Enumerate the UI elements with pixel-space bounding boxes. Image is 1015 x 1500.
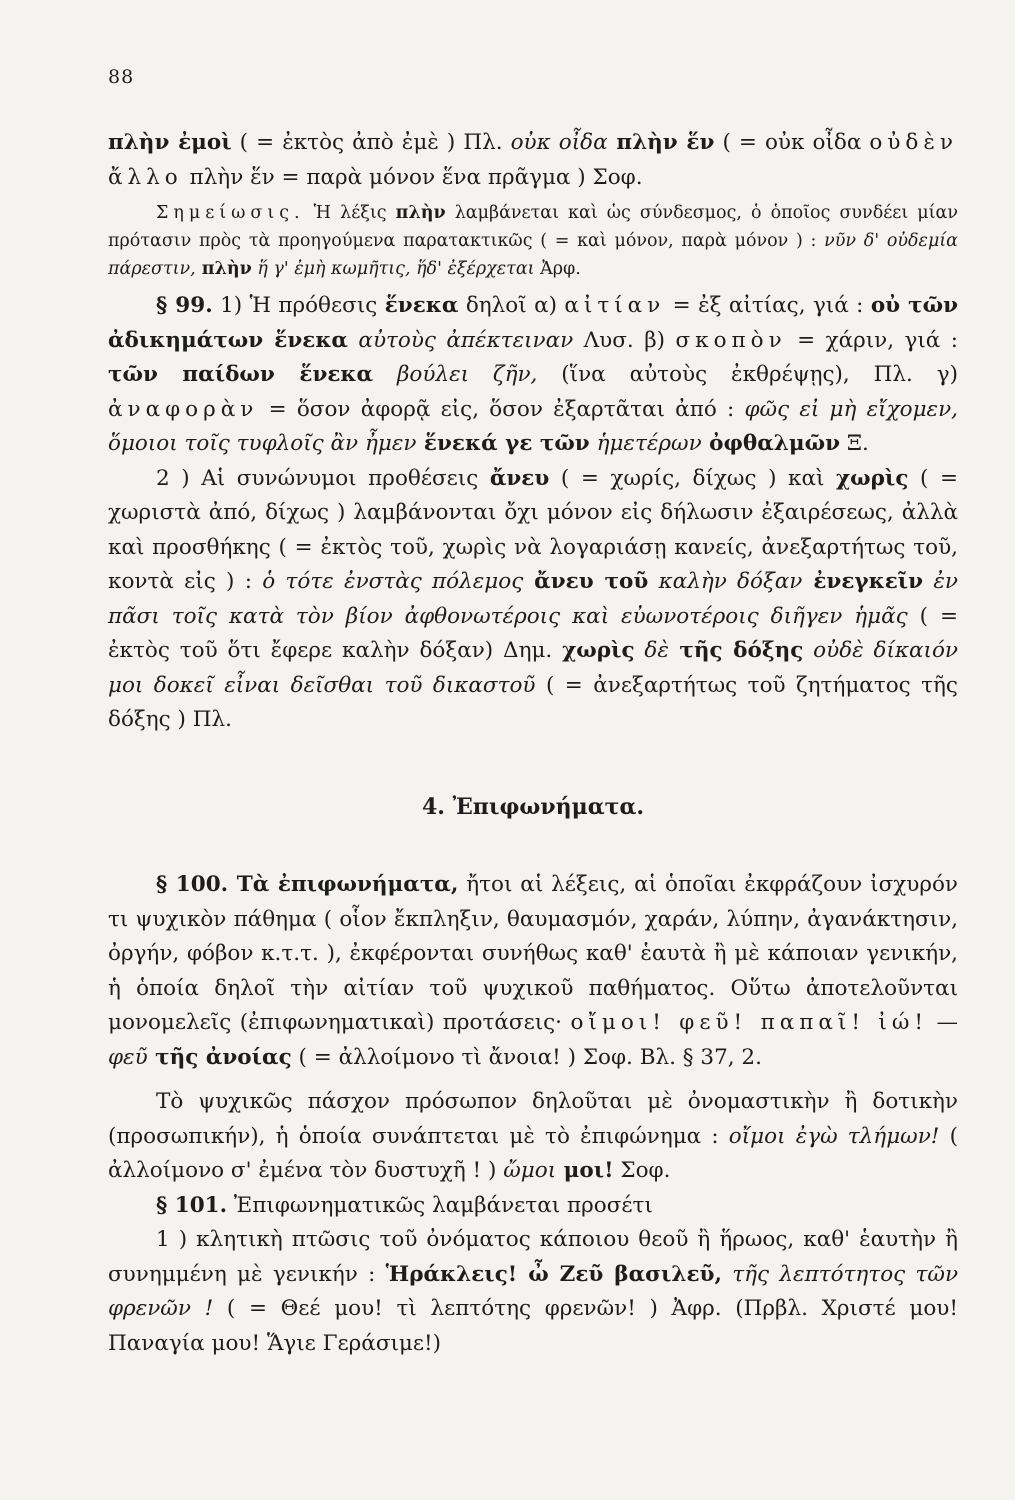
quote: οἴμοι ἐγὼ τλήμων! xyxy=(728,1123,940,1149)
paragraph-plen xyxy=(108,126,958,195)
paragraph-aneu xyxy=(108,462,958,738)
keyword: ὀφθαλμῶν xyxy=(701,431,841,456)
quote: νῦν δ' οὐδεμία πάρεστιν, xyxy=(108,231,958,279)
quote: οὐδὲ δίκαιόν μοι δοκεῖ εἶναι δεῖσθαι τοῦ δικαστοῦ xyxy=(108,638,958,698)
note-paragraph xyxy=(108,199,958,283)
text-run: ( = χωρίς, δίχως ) καὶ xyxy=(549,465,837,491)
keyword: τῆς δόξης xyxy=(668,638,804,663)
section-number: § 99. xyxy=(156,293,213,318)
spaced-text: οὐδὲν ἄλλο xyxy=(108,130,958,190)
text-run: = ὅσον ἀφορᾷ εἰς, ὅσον ἐξαρτᾶται ἀπό : xyxy=(258,396,745,422)
quote: ὤμοι xyxy=(503,1158,557,1183)
text-run: Ἀρφ. xyxy=(534,259,581,279)
paragraph-person xyxy=(108,1085,958,1189)
text-run: δηλοῖ α) xyxy=(458,293,565,318)
spaced-text: ἀναφορὰν xyxy=(108,396,259,422)
quote: ὁ τότε ἐνστὰς πόλεμος xyxy=(262,569,524,594)
page-number: 88 xyxy=(108,66,135,88)
text-run: ( = ἀλλοίμονο τὶ ἄνοια! ) Σοφ. Βλ. § 37, 2. xyxy=(291,1044,762,1070)
keyword: Τὰ ἐπιφωνήματα, xyxy=(228,872,459,897)
keyword: χωρὶς xyxy=(836,465,909,491)
text-run: Ἐπιφωνηματικῶς λαμβάνεται προσέτι xyxy=(227,1192,653,1218)
text-run: Λυσ. β) xyxy=(573,327,676,353)
keyword: πλὴν ἐμοὶ xyxy=(108,130,232,155)
section-101 xyxy=(108,1189,958,1224)
text-run: Σοφ. xyxy=(613,1158,671,1183)
text-run: ( = Θεέ μου! τὶ λεπτότης φρενῶν! ) Ἀφρ. (Πρβλ. Χριστέ μου! Παναγία μου! Ἅγιε Γεράσιμε!) xyxy=(108,1296,958,1356)
quote: φεῦ xyxy=(108,1044,148,1070)
paragraph-vocative xyxy=(108,1223,958,1361)
quote: βούλει ζῆν, xyxy=(373,362,538,387)
quote: τῆς λεπτότητος τῶν φρενῶν ! xyxy=(108,1261,959,1321)
text-run: ( = οὐκ οἶδα xyxy=(714,130,870,155)
quote: δὲ xyxy=(634,638,669,663)
text-run: πλὴν ἕν = παρὰ μόνον ἕνα πρᾶγμα ) Σοφ. xyxy=(182,164,643,190)
keyword: πλὴν ἕν xyxy=(607,130,715,155)
note-label: Σημείωσις. xyxy=(156,203,305,223)
text-run: ( = ἐκτὸς ἀπὸ ἐμὲ ) Πλ. xyxy=(231,130,511,155)
spaced-text: οἴμοι! φεῦ! παπαῖ! ἰώ! xyxy=(570,1010,929,1035)
keyword: ἄνευ τοῦ xyxy=(523,569,649,594)
keyword: πλὴν xyxy=(195,259,252,279)
keyword: τῶν παίδων ἕνεκα xyxy=(108,362,374,387)
keyword: τῆς ἀνοίας xyxy=(147,1044,292,1070)
section-heading: 4. Ἐπιφωνήματα. xyxy=(421,793,645,820)
text-run: 2 ) Αἱ συνώνυμοι προθέσεις xyxy=(156,465,490,491)
quote: αὐτοὺς ἀπέκτειναν xyxy=(347,327,574,353)
text-run: ( = ἐκτὸς τοῦ ὅτι ἔφερε καλὴν δόξαν) Δημ. xyxy=(108,603,959,663)
section-number: § 101. xyxy=(156,1192,228,1218)
text-run: ( = ἀνεξαρτήτως τοῦ ζητήματος τῆς δόξης ) Πλ. xyxy=(108,672,958,732)
text-run: = χάριν, γιά : xyxy=(786,327,959,353)
section-number: § 100. xyxy=(156,872,229,897)
quote: οὐκ οἶδα xyxy=(510,130,608,155)
quote: ἥ γ' ἐμὴ κωμῆτις, ἥδ' ἐξέρχεται xyxy=(251,259,535,279)
section-100 xyxy=(108,868,958,1075)
keyword: ἐνεγκεῖν xyxy=(802,569,924,594)
keyword: ἕνεκα xyxy=(384,293,459,318)
keyword: Ἡράκλεις! ὦ Ζεῦ βασιλεῦ, xyxy=(385,1261,722,1287)
text-run: 1) Ἡ πρόθεσις xyxy=(212,293,385,318)
quote: ἡμετέρων xyxy=(589,431,702,456)
text-run: ( ἀλλοίμονο σ' ἐμένα τὸν δυστυχῆ ! ) xyxy=(108,1123,958,1183)
text-run: Ξ. xyxy=(840,431,869,456)
text-run: (ἵνα αὐτοὺς ἐκθρέψῃς), Πλ. γ) xyxy=(537,362,958,387)
quote: φῶς εἰ μὴ εἴχομεν, ὅμοιοι τοῖς τυφλοῖς ἂν ἦμεν xyxy=(108,396,958,456)
quote: καλὴν δόξαν xyxy=(648,569,803,594)
keyword: οὐ τῶν ἀδικημάτων ἕνεκα xyxy=(108,293,959,353)
text-run: Τὸ ψυχικῶς πάσχον πρόσωπον δηλοῦται μὲ ὀνομαστικὴν ἢ δοτικὴν (προσωπικήν), ἡ ὁποία συνάπτεται μὲ τὸ ἐπιφώνημα : xyxy=(108,1089,958,1149)
section-99 xyxy=(108,289,958,462)
keyword: πλὴν xyxy=(395,203,446,223)
keyword: μοι! xyxy=(556,1158,614,1183)
text-run: ( = χωριστὰ ἀπό, δίχως ) λαμβάνονται ὄχι μόνον εἰς δήλωσιν ἐξαιρέσεως, ἀλλὰ καὶ προσθήκης ( = ἐκτὸς τοῦ, χωρὶς νὰ λογαριάσῃ κανείς, ἀνεξαρτήτως τοῦ, κοντὰ εἰς ) : xyxy=(108,465,958,594)
text-run: Ἡ λέξις xyxy=(304,203,396,223)
text-run: = ἐξ αἰτίας, γιά : xyxy=(665,293,871,318)
spaced-text: σκοπὸν xyxy=(675,327,787,353)
text-run: ἤτοι αἱ λέξεις, αἱ ὁποῖαι ἐκφράζουν ἰσχυρόν τι ψυχικὸν πάθημα ( οἷον ἔκπληξιν, θαυμασμόν, χαράν, λύπην, ἀγανάκτησιν, ὀργήν, φόβον κ.τ.τ. ), ἐκφέρονται συνήθως καθ' ἑαυτὰ ἢ μὲ κάποιαν γενικήν, ἡ ὁποία δηλοῖ τὴν αἰτίαν τοῦ ψυχικοῦ παθήματος. Οὕτω ἀποτελοῦνται μονομελεῖς (ἐπιφωνηματικαὶ) προτάσεις· xyxy=(108,872,959,1035)
spaced-text: αἰτίαν xyxy=(564,293,666,318)
quote: ἐν πᾶσι τοῖς κατὰ τὸν βίον ἀφθονωτέροις καὶ εὐωνοτέροις διῆγεν ἡμᾶς xyxy=(108,569,958,629)
keyword: ἄνευ xyxy=(489,465,550,491)
text-run: λαμβάνεται καὶ ὡς σύνδεσμος, ὁ ὁποῖος συνδέει μίαν πρότασιν πρὸς τὰ προηγούμενα παρατακτικῶς ( = καὶ μόνον, παρὰ μόνον ) : xyxy=(108,203,958,251)
text-run: 1 ) κλητικὴ πτῶσις τοῦ ὀνόματος κάποιου θεοῦ ἢ ἥρωος, καθ' ἑαυτὴν ἢ συνημμένη μὲ γενικήν : xyxy=(108,1227,958,1287)
text-run: — xyxy=(928,1010,958,1035)
book-page xyxy=(108,0,958,1500)
keyword: ἕνεκά γε τῶν xyxy=(416,431,590,456)
keyword: χωρὶς xyxy=(562,638,635,663)
page-text xyxy=(108,126,958,1361)
